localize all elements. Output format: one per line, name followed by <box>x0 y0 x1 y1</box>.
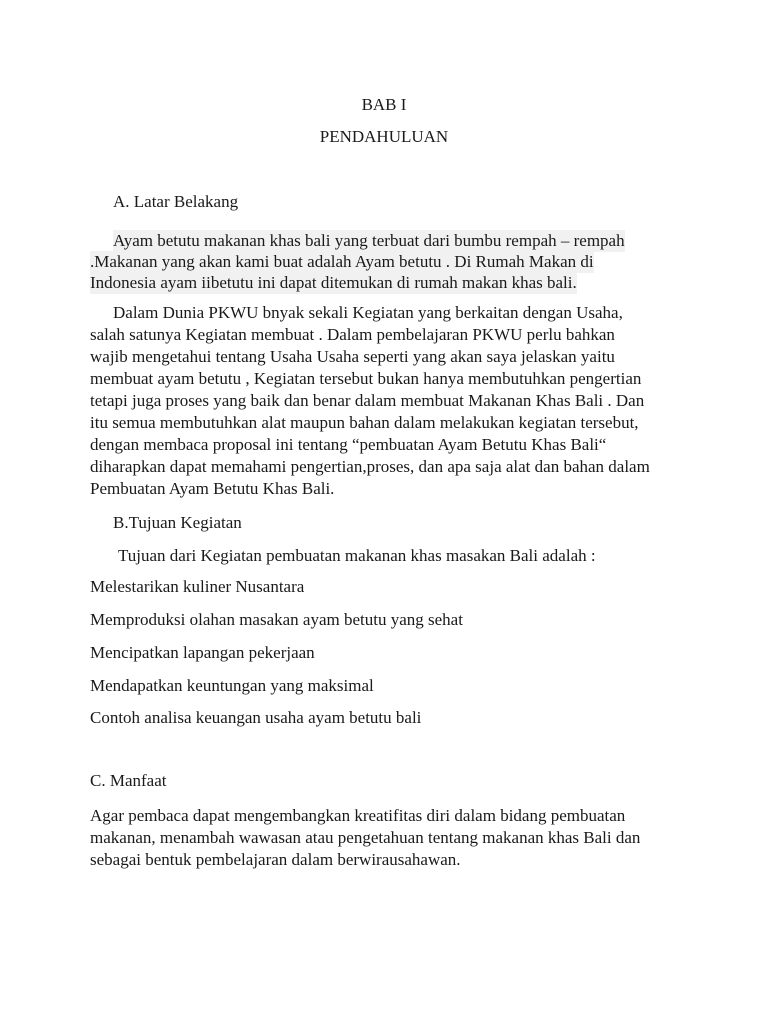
paragraph2-line: membuat ayam betutu , Kegiatan tersebut bukan hanya membutuhkan pengertian <box>90 369 642 388</box>
paragraph2-line: tetapi juga proses yang baik dan benar dalam membuat Makanan Khas Bali . Dan <box>90 391 645 410</box>
list-item: Mencipatkan lapangan pekerjaan <box>90 643 315 662</box>
paragraph1-line: Ayam betutu makanan khas bali yang terbuat dari bumbu rempah – rempah <box>113 231 625 250</box>
paragraph2-line: wajib mengetahui tentang Usaha Usaha seperti yang akan saya jelaskan yaitu <box>90 347 615 366</box>
paragraph2-line: Pembuatan Ayam Betutu Khas Bali. <box>90 479 335 498</box>
list-item: Memproduksi olahan masakan ayam betutu yang sehat <box>90 610 463 629</box>
paragraph2-line: diharapkan dapat memahami pengertian,proses, dan apa saja alat dan bahan dalam <box>90 457 650 476</box>
chapter-title: PENDAHULUAN <box>319 127 449 146</box>
list-item: Mendapatkan keuntungan yang maksimal <box>90 676 374 695</box>
section-c-paragraph-line: sebagai bentuk pembelajaran dalam berwirausahawan. <box>90 850 461 869</box>
paragraph1-line: Indonesia ayam iibetutu ini dapat ditemukan di rumah makan khas bali. <box>90 273 577 292</box>
section-c-paragraph-line: makanan, menambah wawasan atau pengetahuan tentang makanan khas Bali dan <box>90 828 641 847</box>
paragraph2-line: itu semua membutuhkan alat maupun bahan dalam melakukan kegiatan tersebut, <box>90 413 639 432</box>
paragraph2-line: salah satunya Kegiatan membuat . Dalam pembelajaran PKWU perlu bahkan <box>90 325 615 344</box>
list-item: Melestarikan kuliner Nusantara <box>90 577 305 596</box>
section-b-heading: B.Tujuan Kegiatan <box>113 513 242 532</box>
list-item: Contoh analisa keuangan usaha ayam betutu bali <box>90 708 422 727</box>
section-b-intro: Tujuan dari Kegiatan pembuatan makanan khas masakan Bali adalah : <box>118 546 596 565</box>
section-a-heading: A. Latar Belakang <box>113 192 239 211</box>
paragraph1-line: .Makanan yang akan kami buat adalah Ayam betutu . Di Rumah Makan di <box>90 252 594 271</box>
section-c-paragraph-line: Agar pembaca dapat mengembangkan kreatifitas diri dalam bidang pembuatan <box>90 806 626 825</box>
paragraph2-line: dengan membaca proposal ini tentang “pembuatan Ayam Betutu Khas Bali“ <box>90 435 607 454</box>
section-c-heading: C. Manfaat <box>90 771 167 790</box>
paragraph2-line: Dalam Dunia PKWU bnyak sekali Kegiatan yang berkaitan dengan Usaha, <box>113 303 623 322</box>
chapter-label: BAB I <box>361 95 407 114</box>
